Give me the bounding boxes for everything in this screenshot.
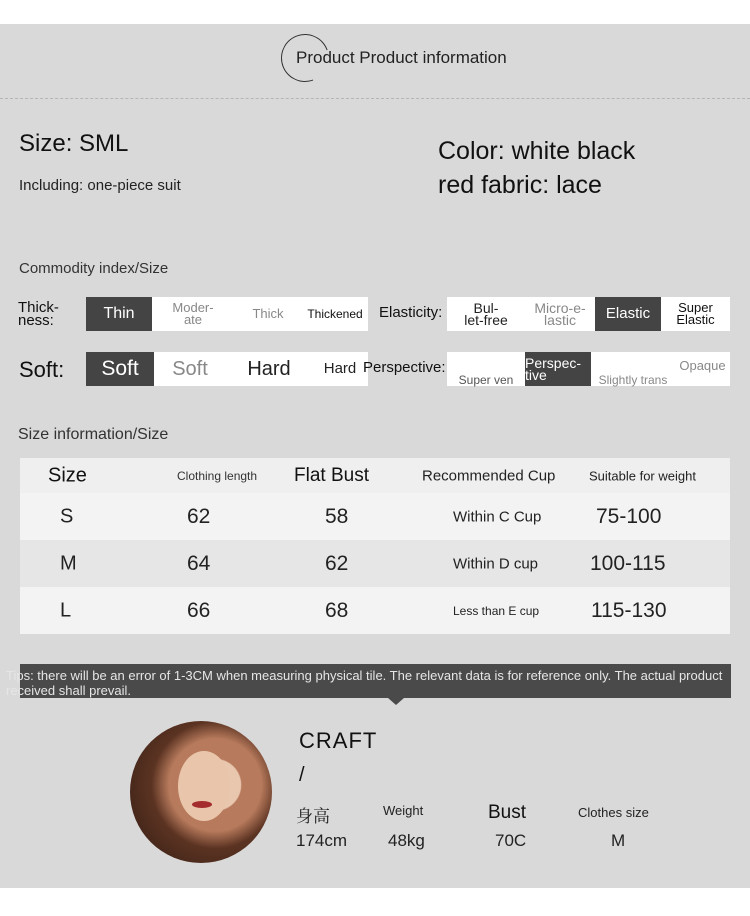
elasticity-label: Elasticity: bbox=[379, 304, 443, 321]
size-table bbox=[20, 458, 730, 634]
thickness-label: Thick- ness: bbox=[18, 299, 59, 329]
table-row bbox=[20, 540, 730, 587]
model-photo bbox=[130, 721, 272, 863]
table-cell: 115-130 bbox=[591, 598, 667, 622]
table-header-row bbox=[20, 458, 730, 493]
elasticity-option: Super Elastic bbox=[676, 300, 715, 327]
height-value: 174cm bbox=[296, 831, 348, 850]
table-cell: 62 bbox=[187, 504, 211, 528]
table-header-cell: Suitable for weight bbox=[589, 468, 696, 483]
perspective-label: Perspective: bbox=[363, 359, 446, 376]
thickness-option: Thickened bbox=[307, 307, 363, 321]
clothes-size-value: M bbox=[611, 831, 626, 850]
craft-slash: / bbox=[299, 764, 305, 786]
softness-option: Soft bbox=[172, 358, 208, 380]
size-summary: Size: SML bbox=[19, 130, 129, 157]
thickness-option: Moder- ate bbox=[172, 300, 214, 327]
section-title: Product Product information bbox=[296, 48, 507, 67]
dashed-divider bbox=[0, 98, 750, 99]
craft-label: CRAFT bbox=[299, 728, 378, 753]
height-label: 身高 bbox=[296, 807, 330, 826]
elasticity-option: Micro-e- lastic bbox=[534, 300, 586, 328]
table-cell: 66 bbox=[187, 598, 211, 622]
thickness-option: Thin bbox=[86, 297, 152, 331]
perspective-option: Slightly trans bbox=[598, 373, 668, 387]
table-header-cell: Recommended Cup bbox=[422, 467, 556, 484]
table-cell: 100-115 bbox=[590, 551, 666, 575]
table-header-cell: Clothing length bbox=[177, 468, 258, 483]
perspective-scale bbox=[447, 352, 730, 386]
table-cell: Less than E cup bbox=[453, 603, 540, 618]
table-cell: 64 bbox=[187, 551, 211, 575]
tip-text: Tips: there will be an error of 1-3CM when measuring physical tile. The relevant data is for reference only. The actual product received shall prevail. bbox=[6, 668, 723, 698]
table-cell: Within C Cup bbox=[453, 508, 542, 525]
softness-option: Hard bbox=[247, 358, 291, 380]
weight-label: Weight bbox=[383, 803, 424, 818]
softness-option: Hard bbox=[323, 360, 357, 377]
clothes-size-label: Clothes size bbox=[578, 805, 649, 820]
table-row bbox=[20, 493, 730, 540]
commodity-index-label: Commodity index/Size bbox=[19, 260, 169, 277]
bust-label: Bust bbox=[488, 802, 527, 823]
table-cell: Within D cup bbox=[453, 555, 539, 572]
table-cell: L bbox=[60, 599, 72, 621]
table-cell: S bbox=[60, 505, 74, 527]
size-information-label: Size information/Size bbox=[18, 426, 169, 443]
fabric-text: red fabric: lace bbox=[438, 171, 602, 199]
thickness-option: Thick bbox=[252, 306, 284, 321]
softness-scale bbox=[86, 352, 368, 386]
perspective-option: Super ven bbox=[458, 373, 514, 387]
perspective-option: Perspec- tive bbox=[525, 352, 591, 386]
table-cell: 58 bbox=[325, 504, 349, 528]
perspective-option: Opaque bbox=[679, 358, 726, 373]
soft-label: Soft: bbox=[19, 357, 65, 382]
color-text: Color: white black bbox=[438, 137, 636, 165]
softness-option: Soft bbox=[86, 352, 154, 386]
table-cell: 62 bbox=[325, 551, 349, 575]
tip-pointer bbox=[388, 698, 404, 705]
table-row bbox=[20, 587, 730, 634]
bust-value: 70C bbox=[495, 831, 527, 850]
weight-value: 48kg bbox=[388, 831, 425, 850]
elasticity-scale bbox=[447, 297, 730, 331]
table-cell: 75-100 bbox=[596, 504, 662, 528]
including-text: Including: one-piece suit bbox=[19, 177, 181, 194]
table-header-cell: Size bbox=[48, 464, 87, 486]
table-cell: 68 bbox=[325, 598, 349, 622]
table-cell: M bbox=[60, 552, 77, 574]
elasticity-option: Bul- let-free bbox=[464, 300, 508, 328]
table-header-cell: Flat Bust bbox=[294, 464, 369, 486]
thickness-scale bbox=[86, 297, 368, 331]
elasticity-option: Elastic bbox=[595, 297, 661, 331]
